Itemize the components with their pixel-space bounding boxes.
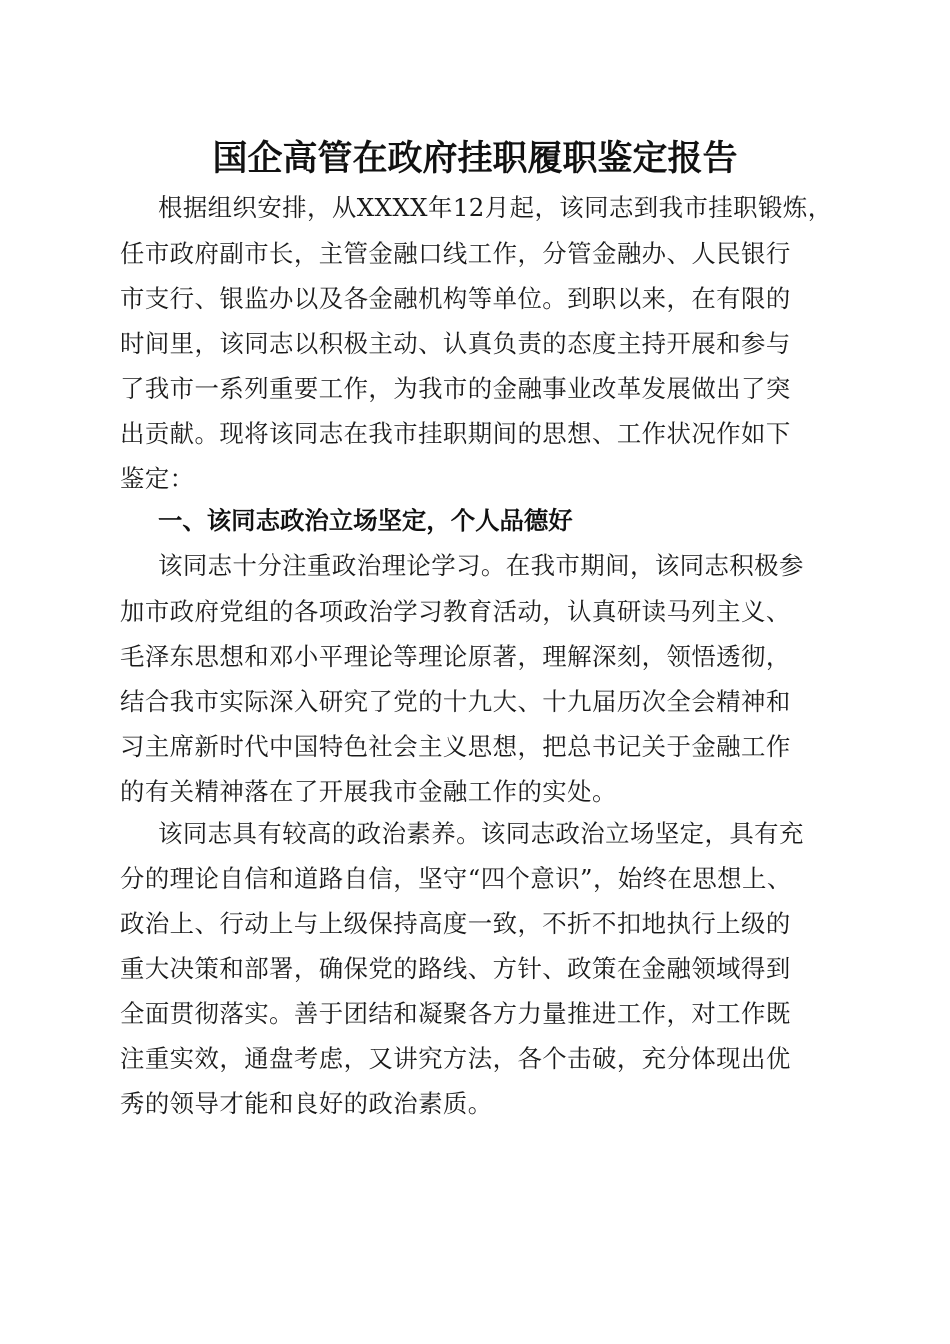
para2-line-1: 该同志具有较高的政治素养。该同志政治立场坚定，具有充 bbox=[158, 819, 804, 848]
para1-line-3: 毛泽东思想和邓小平理论等理论原著，理解深刻，领悟透彻， bbox=[120, 642, 791, 671]
para2-line-4: 重大决策和部署，确保党的路线、方针、政策在金融领域得到 bbox=[120, 954, 791, 983]
intro-line-3: 市支行、银监办以及各金融机构等单位。到职以来，在有限的 bbox=[120, 284, 791, 313]
section-heading-1: 一、该同志政治立场坚定，个人品德好 bbox=[158, 506, 573, 535]
para2-line-6: 注重实效，通盘考虑，又讲究方法，各个击破，充分体现出优 bbox=[120, 1044, 791, 1073]
para1-line-1: 该同志十分注重政治理论学习。在我市期间，该同志积极参 bbox=[158, 551, 804, 580]
intro-line-7: 鉴定： bbox=[120, 464, 195, 493]
intro-line-4: 时间里，该同志以积极主动、认真负责的态度主持开展和参与 bbox=[120, 329, 791, 358]
para2-line-7: 秀的领导才能和良好的政治素质。 bbox=[120, 1089, 493, 1118]
intro-line-1: 根据组织安排，从XXXX年12月起，该同志到我市挂职锻炼， bbox=[158, 193, 833, 222]
document-title: 国企高管在政府挂职履职鉴定报告 bbox=[212, 138, 738, 179]
para2-line-3: 政治上、行动上与上级保持高度一致，不折不扣地执行上级的 bbox=[120, 909, 791, 938]
para1-line-4: 结合我市实际深入研究了党的十九大、十九届历次全会精神和 bbox=[120, 687, 791, 716]
para2-line-5: 全面贯彻落实。善于团结和凝聚各方力量推进工作，对工作既 bbox=[120, 999, 791, 1028]
intro-line-5: 了我市一系列重要工作，为我市的金融事业改革发展做出了突 bbox=[120, 374, 791, 403]
para2-line-2: 分的理论自信和道路自信，坚守“四个意识”，始终在思想上、 bbox=[120, 864, 792, 893]
intro-line-2: 任市政府副市长，主管金融口线工作，分管金融办、人民银行 bbox=[120, 239, 791, 268]
para1-line-5: 习主席新时代中国特色社会主义思想，把总书记关于金融工作 bbox=[120, 732, 791, 761]
para1-line-6: 的有关精神落在了开展我市金融工作的实处。 bbox=[120, 777, 617, 806]
intro-line-6: 出贡献。现将该同志在我市挂职期间的思想、工作状况作如下 bbox=[120, 419, 791, 448]
para1-line-2: 加市政府党组的各项政治学习教育活动，认真研读马列主义、 bbox=[120, 597, 791, 626]
